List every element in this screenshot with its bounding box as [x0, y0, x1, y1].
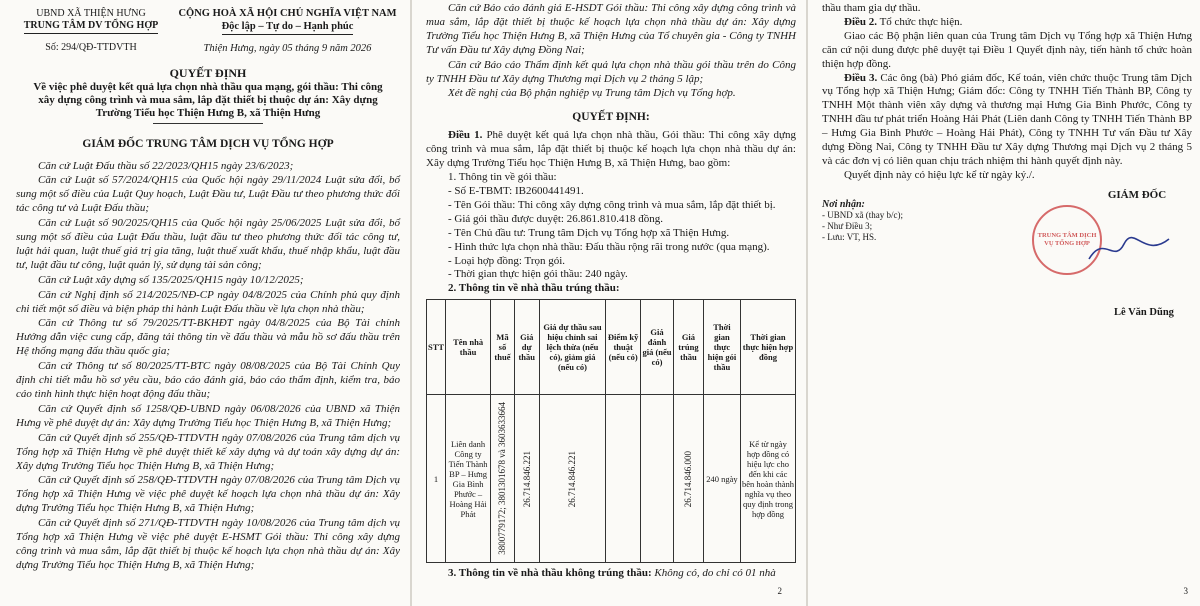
divider [153, 123, 263, 124]
page-number: 2 [777, 586, 782, 596]
recipient-item: - Như Điều 3; [822, 220, 873, 231]
legal-bases [16, 160, 400, 573]
document-subject: Về việc phê duyệt kết quả lựa chọn nhà thầu qua mạng, gói thầu: Thi công xây dựng công trình và mua sắm, lắp đặt thiết bị thuộc dự án: Xây dựng Trường Tiểu học Thiện Hưng B, xã Thiện Hưng [33, 80, 383, 119]
package-info-item: - Số E-TBMT: IB2600441491. [448, 184, 584, 197]
page-number: 3 [1183, 586, 1188, 596]
table-header-cell: Tên nhà thầu [446, 300, 491, 395]
national-title [175, 8, 400, 56]
table-header-cell: Giá trúng thầu [673, 300, 703, 395]
signer-title: GIÁM ĐỐC [1107, 188, 1167, 201]
page-3 [808, 0, 1200, 606]
adjusted-price-text: 26.714.846.221 [567, 450, 578, 507]
article-2-label: Điều 2. [844, 15, 877, 28]
package-info-item: - Loại hợp đồng: Trọn gói. [448, 254, 566, 267]
cell-duration: 240 ngày [703, 395, 740, 563]
document-type: QUYẾT ĐỊNH [169, 65, 247, 80]
article-2-text: Giao các Bộ phận liên quan của Trung tâm Dịch vụ Tổng hợp xã Thiện Hưng căn cứ nội dung được phê duyệt tại Điều 1 Quyết định này, tiến hành tổ chức hoàn thiện hợp đồng. [822, 29, 1192, 70]
legal-basis-item: Căn cứ Báo cáo Thẩm định kết quả lựa chọn nhà thầu gói thầu trên do Công ty TNHH Đầu tư Xây dựng Thương mại Dịch vụ 2 tháng 5 lập; [426, 58, 796, 85]
article-1 [426, 129, 796, 171]
article-2-heading [822, 16, 1192, 30]
cell-eval-price [641, 395, 674, 563]
decide-title: QUYẾT ĐỊNH: [572, 111, 650, 124]
legal-basis-item: Căn cứ Luật xây dựng số 135/2025/QH15 ngày 10/12/2025; [38, 273, 304, 286]
agency-name: TRUNG TÂM DV TỔNG HỢP [24, 20, 158, 34]
table-header-row [427, 300, 796, 395]
cell-bidder-name: Liên danh Công ty Tiến Thành BP – Hưng Gia Bình Phước – Hoàng Hải Phát [446, 395, 491, 563]
recipients-title: Nơi nhận: [822, 198, 865, 210]
section-2-title: 2. Thông tin về nhà thầu trúng thầu: [448, 282, 620, 295]
document-number: Số: 294/QĐ-TTDVTH [45, 42, 137, 53]
package-info-item: - Giá gói thầu được duyệt: 26.861.810.418 đồng. [448, 212, 663, 225]
legal-basis-item: Căn cứ Báo cáo đánh giá E-HSDT Gói thầu: Thi công xây dựng công trình và mua sắm, lắp đặt thiết bị thuộc kế hoạch lựa chọn nhà thầu dự án: Xây dựng Trường Tiểu học Thiện Hưng B, xã Thiện Hưng của Tổ chuyên gia - Công ty TNHH Tư vấn Đầu tư Xây dựng Đồng Nai; [426, 2, 796, 56]
legal-basis-item: Căn cứ Quyết định số 271/QĐ-TTDVTH ngày 10/08/2026 của Trung tâm dịch vụ Tổng hợp xã Thiện Hưng về việc phê duyệt E-HSMT Gói thầu: Thi công xây dựng công trình và mua sắm, lắp đặt thiết bị thuộc kế hoạch lựa chọn nhà thầu dự án: Xây dựng Trường Tiểu học Thiện Hưng B, xã Thiện Hưng; [16, 517, 400, 571]
recipients-block [822, 199, 992, 329]
continued-text: thầu tham gia dự thầu. [822, 2, 921, 14]
legal-basis-item: Căn cứ Thông tư số 79/2025/TT-BKHĐT ngày 04/8/2025 của Bộ Tài chính Hướng dẫn việc cung cấp, đăng tải thông tin về đấu thầu và mẫu hồ sơ đấu thầu trên Hệ thống mạng đấu thầu quốc gia; [16, 317, 400, 358]
winning-bidder-table [426, 299, 796, 563]
legal-basis-item: Căn cứ Quyết định số 258/QĐ-TTDVTH ngày 07/08/2026 của Trung tâm Dịch vụ Tổng hợp xã Thiện Hưng về việc phê duyệt kế hoạch lựa chọn nhà thầu dự án: Xây dựng Trường Tiểu học Thiện Hưng B, xã Thiện Hưng; [16, 474, 400, 515]
table-header-cell: Giá đánh giá (nếu có) [641, 300, 674, 395]
winning-price-text: 26.714.846.000 [683, 450, 694, 507]
package-info-list [426, 185, 796, 282]
table-header-cell: STT [427, 300, 446, 395]
motto: Độc lập – Tự do – Hạnh phúc [222, 21, 354, 36]
legal-basis-item: Căn cứ Quyết định số 1258/QĐ-UBND ngày 06/08/2026 của UBND xã Thiện Hưng về phê duyệt dự án: Xây dựng Trường Tiểu học Thiện Hưng B, xã Thiện Hưng; [16, 402, 400, 429]
package-info-item: - Tên Gói thầu: Thi công xây dựng công trình và mua sắm, lắp đặt thiết bị. [448, 198, 776, 211]
cell-adjusted-price [539, 395, 606, 563]
document-header [16, 8, 400, 56]
legal-basis-item: Căn cứ Luật số 57/2024/QH15 của Quốc hội ngày 29/11/2024 Luật sửa đổi, bổ sung một số điều của Luật Quy hoạch, Luật Đầu tư, Luật Đầu tư theo phương thức đối tác công tư và Luật Đấu thầu; [16, 174, 400, 215]
place-date: Thiện Hưng, ngày 05 tháng 9 năm 2026 [203, 43, 372, 54]
legal-basis-item: Căn cứ Thông tư số 80/2025/TT-BTC ngày 08/08/2025 của Bộ Tài Chính Quy định chi tiết mẫu hồ sơ yêu cầu, báo cáo đánh giá, báo cáo thẩm định, kiểm tra, báo cáo tình hình thực hiện hoạt động đấu thầu; [16, 360, 400, 400]
table-header-cell: Giá dự thầu sau hiệu chỉnh sai lệch thừa (nếu có), giảm giá (nếu có) [539, 300, 606, 395]
issuing-agency [16, 8, 166, 56]
recipients-list [822, 210, 992, 243]
article-3 [822, 72, 1192, 169]
cell-contract-time: Kể từ ngày hợp đồng có hiệu lực cho đến khi các bên hoàn thành nghĩa vụ theo quy định trong hợp đồng [741, 395, 796, 563]
legal-basis-item: Căn cứ Quyết định số 255/QĐ-TTDVTH ngày 07/08/2026 của Trung tâm dịch vụ Tổng hợp xã Thiện Hưng về phê duyệt thiết kế xây dựng và dự toán xây dựng dự án: Xây dựng Trường Tiểu học Thiện Hưng B, xã Thiện Hưng; [16, 431, 400, 472]
section-3-text: Không có, do chỉ có 01 nhà [654, 567, 776, 580]
recipient-item: - Lưu: VT, HS. [822, 231, 877, 242]
cell-stt: 1 [427, 395, 446, 563]
table-header-cell: Giá dự thầu [514, 300, 539, 395]
seal-text: TRUNG TÂM DỊCH VỤ TỔNG HỢP [1037, 231, 1097, 247]
republic-name: CỘNG HOÀ XÃ HỘI CHỦ NGHĨA VIỆT NAM [178, 8, 397, 19]
article-2-title: Tổ chức thực hiện. [879, 15, 963, 28]
page-1 [0, 0, 410, 606]
table-header-cell: Thời gian thực hiện gói thầu [703, 300, 740, 395]
section-3-title: 3. Thông tin về nhà thầu không trúng thầu: [448, 567, 652, 580]
article-3-text: Các ông (bà) Phó giám đốc, Kế toán, viên chức thuộc Trung tâm Dịch vụ Tổng hợp xã Thiện Hưng; Giám đốc: Công ty TNHH Tiến Thành BP, Công ty TNHH Một thành viên xây dựng và thương mại Hưng Gia Bình Phước, Công ty TNHH đầu tư phát triển Hoàng Hải Phát (Liên danh Công ty TNHH Tiến Thành BP – Hưng Gia Bình Phước – Hoàng Hải Phát), Công ty TNHH Tư vấn Đầu tư Xây dựng Đồng Nai, Công ty TNHH Đầu tư Xây dựng Thương mại Dịch vụ 2 tháng 5 và các đơn vị có liên quan chịu trách nhiệm thi hành quyết định này. [822, 71, 1192, 167]
effect-statement: Quyết định này có hiệu lực kể từ ngày ký./. [844, 168, 1035, 181]
article-1-label: Điều 1. [448, 129, 483, 142]
legal-basis-item: Căn cứ Luật Đấu thầu số 22/2023/QH15 ngày 23/6/2023; [38, 159, 294, 172]
signer-block [1022, 189, 1192, 329]
package-info-item: - Hình thức lựa chọn nhà thầu: Đấu thầu rộng rãi trong nước (qua mạng). [448, 240, 770, 253]
page-2 [412, 0, 806, 606]
article-1-text: Phê duyệt kết quả lựa chọn nhà thầu, Gói thầu: Thi công xây dựng công trình và mua sắm, lắp đặt thiết bị thuộc kế hoạch lựa chọn nhà thầu dự án: Xây dựng Trường Tiểu học Thiện Hưng B, xã Thiện Hưng, bao gồm: [426, 129, 796, 170]
tax-code-text: 3800779172; 3801301678 và 3603633664 [497, 402, 508, 556]
authority-title: GIÁM ĐỐC TRUNG TÂM DỊCH VỤ TỔNG HỢP [82, 137, 334, 150]
section-1-title: 1. Thông tin về gói thầu: [448, 171, 557, 184]
signer-name: Lê Văn Dũng [1114, 306, 1174, 318]
package-info-item: - Thời gian thực hiện gói thầu: 240 ngày. [448, 268, 628, 281]
legal-basis-item: Căn cứ Nghị định số 214/2025/NĐ-CP ngày 04/8/2025 của Chính phủ quy định chi tiết một số điều và biện pháp thi hành Luật Đấu thầu về lựa chọn nhà thầu; [16, 288, 400, 315]
agency-parent: UBND XÃ THIỆN HƯNG [36, 8, 146, 19]
table-header-cell: Mã số thuế [491, 300, 515, 395]
cell-tech-score [606, 395, 641, 563]
cell-winning-price [673, 395, 703, 563]
table-header-cell: Điểm kỹ thuật (nếu có) [606, 300, 641, 395]
cell-tax-code [491, 395, 515, 563]
table-row [427, 395, 796, 563]
package-info-item: - Tên Chủ đầu tư: Trung tâm Dịch vụ Tổng hợp xã Thiện Hưng. [448, 226, 730, 239]
legal-basis-item: Xét đề nghị của Bộ phận nghiệp vụ Trung tâm Dịch vụ Tổng hợp. [448, 87, 736, 100]
bid-price-text: 26.714.846.221 [521, 450, 532, 507]
signature-block [822, 189, 1192, 329]
signature-image [1084, 229, 1174, 269]
section-3 [426, 567, 796, 581]
table-header-cell: Thời gian thực hiện hợp đồng [741, 300, 796, 395]
article-3-label: Điều 3. [844, 71, 878, 84]
legal-bases-continued [426, 2, 796, 101]
cell-bid-price [514, 395, 539, 563]
legal-basis-item: Căn cứ Luật số 90/2025/QH15 của Quốc hội ngày 25/06/2025 Luật sửa đổi, bổ sung một số điều của Luật Đấu thầu, luật đầu tư theo phương thức đối tác công tư, luật hải quan, luật thuế giá trị gia tăng, luật thuế xuất khẩu, thuế nhập khẩu, luật đầu tư, luật đầu tư công, luật quản lý, sử dụng tài sản công; [16, 217, 400, 271]
recipient-item: - UBND xã (thay b/c); [822, 209, 903, 220]
